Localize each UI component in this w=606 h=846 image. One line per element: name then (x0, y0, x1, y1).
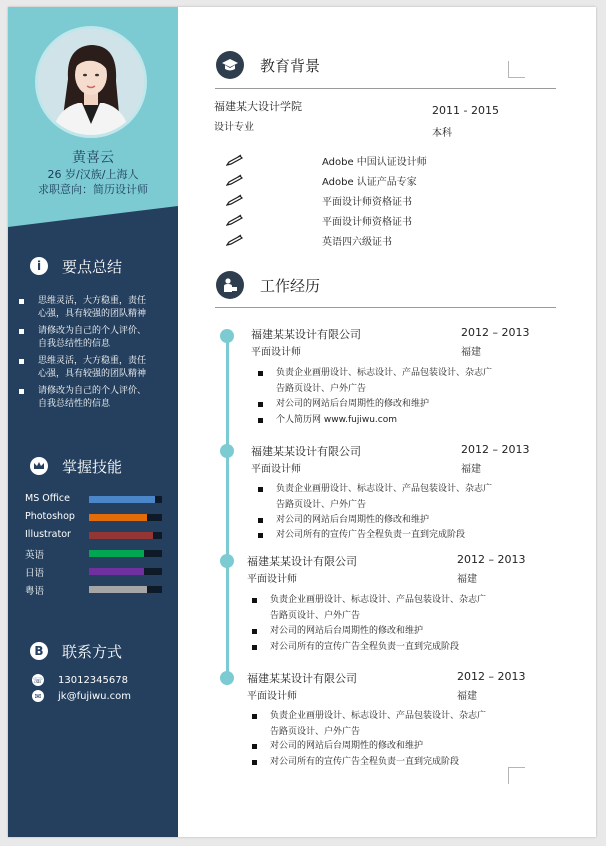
candidate-name: 黄喜云 (72, 150, 114, 166)
skill-row (25, 582, 175, 598)
duty-item: 对公司的网站后台周期性的修改和维护 (270, 741, 424, 751)
skill-bar-fill (89, 568, 144, 575)
skills-heading (30, 455, 122, 477)
skill-bar-fill (89, 496, 155, 503)
company-name: 福建某某设计有限公司 (251, 445, 361, 458)
summary-line: 思维灵活，大方稳重，责任 (38, 296, 147, 306)
skill-row (25, 546, 175, 562)
company-name: 福建某某设计有限公司 (251, 328, 361, 341)
work-divider (215, 307, 556, 308)
skill-bar-fill (89, 550, 144, 557)
job-period: 2012 – 2013 (461, 326, 530, 339)
certificate-item (226, 192, 486, 209)
summary-line: 请修改为自己的个人评价、 (38, 386, 147, 396)
summary-heading (30, 255, 122, 277)
pen-icon (226, 234, 244, 246)
job-location: 福建 (461, 347, 481, 358)
info-icon: i (30, 257, 48, 275)
job-position: 平面设计师 (247, 691, 297, 702)
summary-line: 请修改为自己的个人评价、 (38, 326, 147, 336)
graduation-cap-icon (216, 51, 244, 79)
contact-phone (32, 672, 172, 688)
summary-item (18, 295, 168, 321)
timeline-dot (220, 671, 234, 685)
certificate-name: 英语四六级证书 (322, 237, 392, 248)
skill-bar-fill (89, 532, 153, 539)
skill-row (25, 528, 175, 544)
duty-item: 对公司所有的宣传广告全程负责一直到完成阶段 (270, 642, 460, 652)
duty-item: 对公司的网站后台周期性的修改和维护 (276, 399, 430, 409)
skills-title: 掌握技能 (62, 457, 123, 476)
duty-continuation: 告路页设计、户外广告 (270, 611, 361, 621)
duty-item: 负责企业画册设计、标志设计、产品包装设计、杂志广 (276, 484, 493, 494)
duty-continuation: 告路页设计、户外广告 (276, 500, 367, 510)
job-period: 2012 – 2013 (457, 553, 526, 566)
job-position: 平面设计师 (251, 347, 301, 358)
skill-bar (89, 586, 162, 593)
summary-title: 要点总结 (62, 257, 123, 276)
skill-bar-fill (89, 514, 147, 521)
job-position: 平面设计师 (251, 464, 301, 475)
phone-number[interactable]: 13012345678 (58, 674, 128, 686)
company-name: 福建某某设计有限公司 (247, 555, 357, 568)
contact-heading (30, 640, 122, 662)
skill-row (25, 564, 175, 580)
skill-name: 日语 (25, 568, 45, 579)
degree: 本科 (432, 128, 452, 139)
duty-item: 对公司的网站后台周期性的修改和维护 (270, 626, 424, 636)
skill-bar (89, 550, 162, 557)
summary-item (18, 355, 168, 381)
resume-page (8, 7, 596, 837)
skill-bar-fill (89, 586, 147, 593)
summary-line: 心强，具有较强的团队精神 (38, 309, 147, 319)
duty-item: 负责企业画册设计、标志设计、产品包装设计、杂志广 (270, 711, 487, 721)
job-period: 2012 – 2013 (457, 670, 526, 683)
skill-name: 英语 (25, 550, 45, 561)
phone-icon: ☏ (32, 675, 43, 685)
skill-name: MS Office (25, 493, 70, 504)
education-period: 2011 - 2015 (432, 104, 499, 117)
timeline-dot (220, 554, 234, 568)
job-location: 福建 (457, 691, 477, 702)
timeline-dot (220, 444, 234, 458)
skill-bar (89, 514, 162, 521)
briefcase-person-icon (216, 271, 244, 299)
job-objective: 求职意向：简历设计师 (38, 183, 148, 196)
skill-name: Illustrator (25, 529, 71, 540)
skill-row (25, 510, 175, 526)
summary-item (18, 385, 168, 411)
summary-line: 自我总结性的信息 (38, 339, 111, 349)
skill-name: 粤语 (25, 586, 45, 597)
avatar (35, 26, 147, 138)
age-ethnicity-location: 26 岁/汉族/上海人 (47, 168, 139, 181)
certificate-item (226, 172, 486, 189)
job-position: 平面设计师 (247, 574, 297, 585)
email-address[interactable]: jk@fujiwu.com (58, 690, 132, 702)
summary-item (18, 325, 168, 351)
duty-item: 对公司所有的宣传广告全程负责一直到完成阶段 (270, 757, 460, 767)
certificate-item (226, 232, 486, 249)
corner-mark (508, 61, 525, 78)
skill-bar (89, 532, 162, 539)
timeline-dot (220, 329, 234, 343)
company-name: 福建某某设计有限公司 (247, 672, 357, 685)
pen-icon (226, 154, 244, 166)
duty-item: 负责企业画册设计、标志设计、产品包装设计、杂志广 (270, 595, 487, 605)
job-period: 2012 – 2013 (461, 443, 530, 456)
certificate-name: Adobe 中国认证设计师 (322, 157, 427, 168)
pen-icon (226, 194, 244, 206)
certificate-name: Adobe 认证产品专家 (322, 177, 417, 188)
summary-list (18, 295, 168, 415)
job-location: 福建 (457, 574, 477, 585)
corner-mark (508, 767, 525, 784)
duty-item: 负责企业画册设计、标志设计、产品包装设计、杂志广 (276, 368, 493, 378)
work-title: 工作经历 (260, 277, 321, 295)
address-book-icon: B (30, 642, 48, 660)
skill-name: Photoshop (25, 511, 75, 522)
pen-icon (226, 214, 244, 226)
sidebar (8, 7, 178, 837)
education-divider (215, 88, 556, 89)
duty-continuation: 告路页设计、户外广告 (270, 727, 361, 737)
skill-bar (89, 568, 162, 575)
certificate-item (226, 212, 486, 229)
skill-bar (89, 496, 162, 503)
summary-line: 自我总结性的信息 (38, 399, 111, 409)
summary-line: 思维灵活，大方稳重，责任 (38, 356, 147, 366)
certificate-name: 平面设计师资格证书 (322, 217, 412, 228)
duty-item: 对公司所有的宣传广告全程负责一直到完成阶段 (276, 530, 466, 540)
summary-line: 心强，具有较强的团队精神 (38, 369, 147, 379)
mail-icon: ✉ (32, 690, 44, 702)
certificate-item (226, 152, 486, 169)
education-title: 教育背景 (260, 57, 321, 75)
skill-row (25, 492, 175, 508)
timeline-line (226, 337, 229, 683)
school-name: 福建某大设计学院 (214, 100, 302, 113)
pen-icon (226, 174, 244, 186)
job-location: 福建 (461, 464, 481, 475)
crown-icon (30, 457, 48, 475)
duty-continuation: 告路页设计、户外广告 (276, 384, 367, 394)
certificate-name: 平面设计师资格证书 (322, 197, 412, 208)
duty-item: 对公司的网站后台周期性的修改和维护 (276, 515, 430, 525)
major: 设计专业 (214, 122, 254, 133)
contact-email (32, 688, 172, 704)
duty-item[interactable]: 个人简历网 www.fujiwu.com (276, 415, 397, 425)
contact-title: 联系方式 (62, 642, 123, 661)
